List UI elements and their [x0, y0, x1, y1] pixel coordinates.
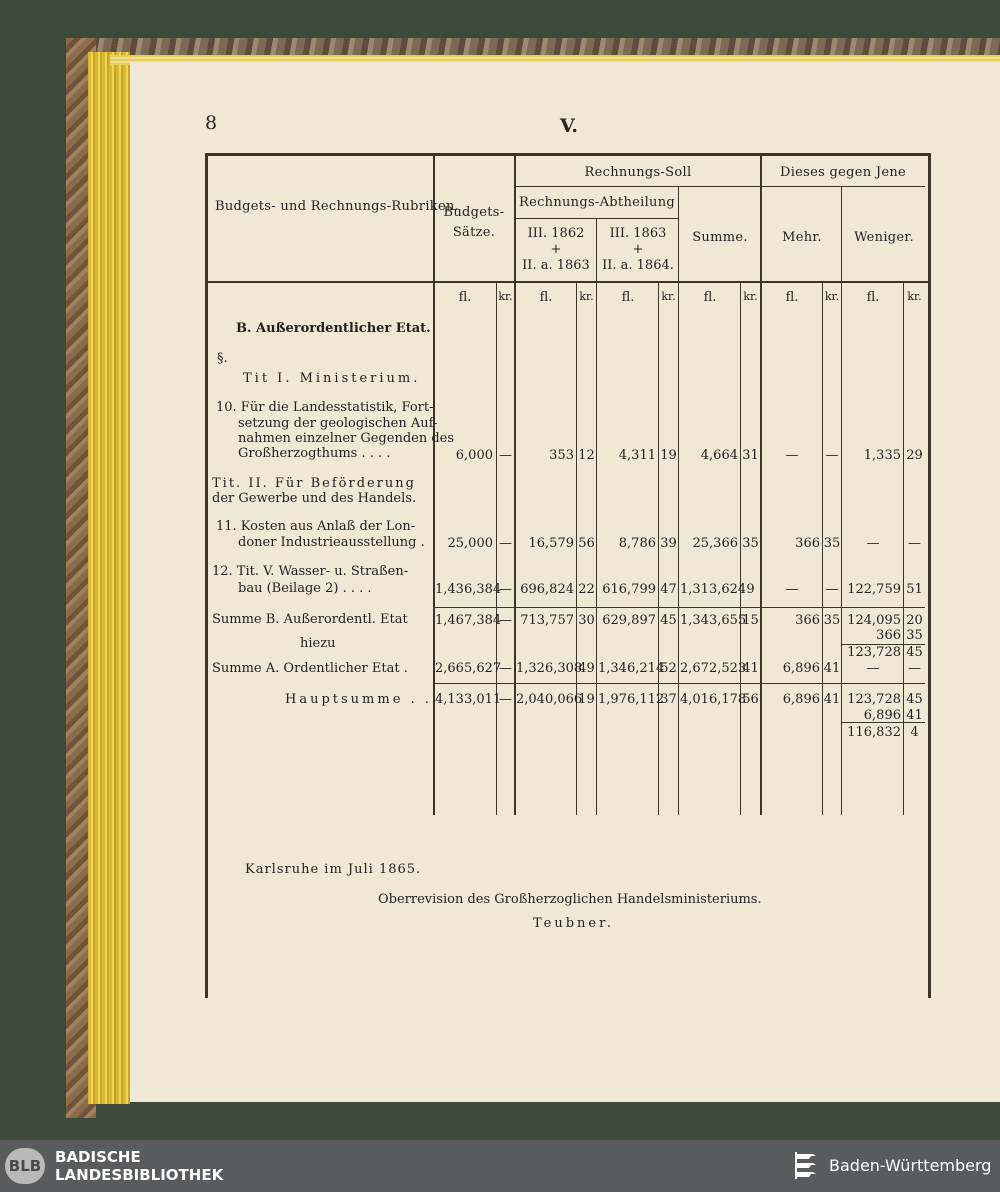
cell-r12-1862-kr: 22: [578, 582, 595, 597]
cell-haupt-1862-fl: 2,040,066: [516, 692, 583, 707]
viewer-footer: [0, 1140, 1000, 1192]
library-line1: BADISCHE: [55, 1148, 141, 1166]
state-name: Baden-Württemberg: [829, 1156, 992, 1175]
cell-r11-1863-kr: 39: [660, 536, 677, 551]
cell-suma-summe-kr: 41: [742, 661, 759, 676]
cell-r12-budget-kr: —: [499, 582, 512, 597]
cell-haupt-budget-kr: —: [499, 692, 512, 707]
cell-sumb-mehr-kr: 35: [823, 613, 841, 628]
cell-r12-summe-kr: 9: [746, 582, 755, 597]
header-vergleich: Dieses gegen Jene: [779, 165, 907, 180]
item10-line3: nahmen einzelner Gegenden des: [238, 431, 455, 446]
item12-line1: 12. Tit. V. Wasser- u. Straßen-: [212, 564, 409, 579]
cell-haupt-1863-kr: 37: [660, 692, 677, 707]
cell-r12-1863-kr: 47: [660, 582, 677, 597]
paragraph-sign: §.: [217, 351, 228, 366]
cell-r10-mehr-kr: —: [825, 448, 839, 463]
hauptsumme-label: Hauptsumme . .: [285, 692, 432, 707]
tit1-heading: Tit I. Ministerium.: [243, 371, 421, 386]
unit-kr: kr.: [824, 290, 840, 303]
tit2-line1: Tit. II. Für Beförderung: [212, 476, 416, 491]
cell-r11-mehr-fl: 366: [795, 536, 820, 551]
cell-sumb-budget-fl: 1,467,384: [435, 613, 502, 628]
unit-kr: kr.: [743, 290, 758, 303]
unit-kr: kr.: [498, 290, 513, 303]
cell-sumb-1863-kr: 45: [660, 613, 677, 628]
cell-r10-weniger-fl: 1,335: [863, 448, 901, 463]
cell-r12-weniger-fl: 122,759: [847, 582, 901, 597]
sum-rule: [433, 607, 925, 608]
issuing-office: Oberrevision des Großherzoglichen Handelsministeriums.: [378, 892, 762, 907]
cell-sumb-1863-fl: 629,897: [602, 613, 656, 628]
cell-r12-summe-fl: 1,313,624: [680, 582, 747, 597]
cell-haupt-summe-fl: 4,016,178: [680, 692, 747, 707]
header-rule: [514, 186, 925, 187]
signatory: Teubner.: [533, 916, 615, 931]
cell-r10-1863-fl: 4,311: [618, 448, 656, 463]
coat-of-arms-icon: [793, 1150, 823, 1182]
cell-rest-fl: 116,832: [847, 725, 901, 740]
cell-suma-1862-fl: 1,326,308: [516, 661, 583, 676]
cell-r10-1862-fl: 353: [549, 448, 574, 463]
unit-fl: fl.: [785, 290, 799, 305]
cell-suma-1863-fl: 1,346,214: [598, 661, 665, 676]
item11-line1: 11. Kosten aus Anlaß der Lon-: [216, 519, 416, 534]
cell-suma-1862-kr: 49: [578, 661, 595, 676]
item10-line2: setzung der geologischen Auf-: [238, 416, 438, 431]
header-abtheilung: Rechnungs-Abtheilung: [518, 195, 676, 210]
header-rubriken: Budgets- und Rechnungs-Rubriken.: [215, 199, 460, 214]
cell-hiezu-kr: 35: [906, 628, 923, 643]
sum-b-label: Summe B. Außerordentl. Etat: [212, 612, 408, 627]
cell-r10-budget-kr: —: [499, 448, 512, 463]
cell-r10-mehr-fl: —: [785, 448, 799, 463]
cell-suma-weniger-fl: —: [866, 661, 880, 676]
cell-suma-summe-fl: 2,672,523: [680, 661, 747, 676]
header-saetze: Budgets-Sätze.: [443, 205, 505, 240]
sum-rule: [433, 683, 925, 684]
cell-r12-1863-fl: 616,799: [602, 582, 656, 597]
unit-fl: fl.: [703, 290, 717, 305]
cell-suma-mehr-fl: 6,896: [782, 661, 820, 676]
cell-r10-summe-kr: 31: [742, 448, 759, 463]
place-date: Karlsruhe im Juli 1865.: [245, 862, 422, 877]
header-soll: Rechnungs-Soll: [584, 165, 692, 180]
cell-r11-1862-kr: 56: [578, 536, 595, 551]
header-1862-line1: III. 1862: [527, 226, 585, 241]
cell-haupt-budget-fl: 4,133,011: [435, 692, 502, 707]
cell-sumb-summe-kr: 15: [742, 613, 759, 628]
cell-sumb-budget-kr: —: [499, 613, 512, 628]
cell-abzug-fl: 6,896: [863, 708, 901, 723]
section-b-heading: B. Außerordentlicher Etat.: [236, 321, 431, 336]
header-1862-plus: +: [550, 242, 562, 257]
page-edges: [88, 52, 130, 1104]
unit-fl: fl.: [866, 290, 880, 305]
cell-sumb-mehr-fl: 366: [795, 613, 820, 628]
cell-hiezu-total-kr: 45: [906, 645, 923, 660]
header-1863-line1: III. 1863: [609, 226, 667, 241]
cell-r11-summe-fl: 25,366: [692, 536, 738, 551]
cell-r11-1862-fl: 16,579: [528, 536, 574, 551]
cell-sumb-weniger-fl: 124,095: [847, 613, 901, 628]
header-1863-plus: +: [632, 242, 644, 257]
cell-suma-1863-kr: 52: [660, 661, 677, 676]
cell-abzug-kr: 41: [906, 708, 923, 723]
header-bottom-rule: [205, 281, 928, 283]
cell-haupt-weniger-fl: 123,728: [847, 692, 901, 707]
cell-r11-summe-kr: 35: [742, 536, 759, 551]
cell-r11-1863-fl: 8,786: [618, 536, 656, 551]
cell-r10-weniger-kr: 29: [906, 448, 923, 463]
blb-logo[interactable]: BLB: [5, 1148, 45, 1184]
cell-r12-budget-fl: 1,436,384: [435, 582, 502, 597]
unit-kr: kr.: [579, 290, 594, 303]
cell-r11-budget-fl: 25,000: [447, 536, 493, 551]
header-rule: [514, 218, 678, 219]
cell-r10-1863-kr: 19: [660, 448, 677, 463]
unit-fl: fl.: [539, 290, 553, 305]
tit2-line2: der Gewerbe und des Handels.: [212, 491, 417, 506]
hiezu-label: hiezu: [300, 636, 336, 651]
cell-haupt-mehr-kr: 41: [823, 692, 841, 707]
cell-r12-mehr-fl: —: [785, 582, 799, 597]
cell-haupt-1863-fl: 1,976,112: [598, 692, 665, 707]
sum-a-label: Summe A. Ordentlicher Etat .: [212, 661, 408, 676]
unit-kr: kr.: [907, 290, 922, 303]
cell-r11-mehr-kr: 35: [823, 536, 841, 551]
header-summe: Summe.: [692, 230, 748, 245]
cell-sumb-summe-fl: 1,343,655: [680, 613, 747, 628]
item12-line2: bau (Beilage 2) . . . .: [238, 581, 372, 596]
page-header: V.: [560, 115, 579, 137]
cell-hiezu-total-fl: 123,728: [847, 645, 901, 660]
unit-fl: fl.: [621, 290, 635, 305]
col-rule: [433, 156, 435, 815]
cell-r10-1862-kr: 12: [578, 448, 595, 463]
header-mehr: Mehr.: [782, 230, 822, 245]
cell-sumb-1862-fl: 713,757: [520, 613, 574, 628]
cell-r11-weniger-fl: —: [866, 536, 880, 551]
cell-r11-budget-kr: —: [499, 536, 512, 551]
col-rule: [596, 218, 597, 815]
unit-fl: fl.: [458, 290, 472, 305]
cell-haupt-mehr-fl: 6,896: [782, 692, 820, 707]
cell-suma-weniger-kr: —: [908, 661, 921, 676]
cell-suma-budget-fl: 2,665,627: [435, 661, 502, 676]
cell-haupt-summe-kr: 56: [742, 692, 759, 707]
header-weniger: Weniger.: [854, 230, 914, 245]
cell-r12-mehr-kr: —: [825, 582, 839, 597]
item10-line4: Großherzogthums . . . .: [238, 446, 391, 461]
unit-kr: kr.: [661, 290, 676, 303]
library-line2: LANDESBIBLIOTHEK: [55, 1166, 224, 1184]
cell-r11-weniger-kr: —: [908, 536, 921, 551]
cell-suma-mehr-kr: 41: [823, 661, 841, 676]
cell-haupt-1862-kr: 19: [578, 692, 595, 707]
cell-sumb-1862-kr: 30: [578, 613, 595, 628]
cell-suma-budget-kr: —: [499, 661, 512, 676]
library-name: [55, 1148, 223, 1184]
cell-r12-weniger-kr: 51: [906, 582, 923, 597]
cell-rest-kr: 4: [910, 725, 919, 740]
item10-line1: 10. Für die Landesstatistik, Fort-: [216, 400, 434, 415]
cell-r10-budget-fl: 6,000: [455, 448, 493, 463]
header-1863-line2: II. a. 1864.: [602, 258, 674, 273]
col-rule: [760, 156, 762, 815]
cell-r10-summe-fl: 4,664: [700, 448, 738, 463]
item11-line2: doner Industrieausstellung .: [238, 535, 425, 550]
cell-sumb-weniger-kr: 20: [906, 613, 923, 628]
header-1862-line2: II. a. 1863: [522, 258, 590, 273]
cell-r12-1862-fl: 696,824: [520, 582, 574, 597]
page-number: 8: [205, 112, 218, 134]
cell-hiezu-fl: 366: [876, 628, 901, 643]
cell-haupt-weniger-kr: 45: [906, 692, 923, 707]
